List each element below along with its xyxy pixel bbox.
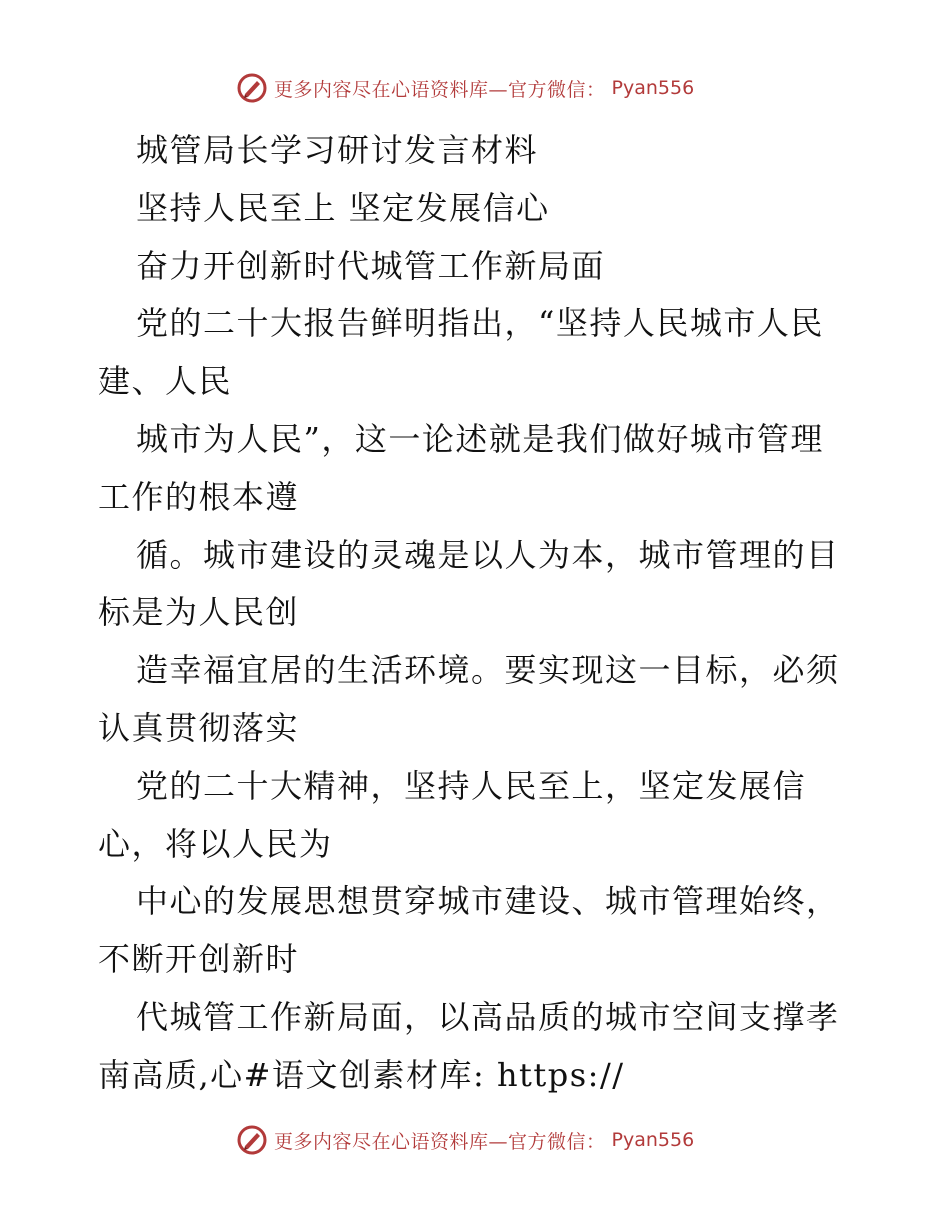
doc-line: 建、人民: [98, 362, 233, 401]
watermark-account: Pyan556: [611, 77, 695, 99]
watermark-account: Pyan556: [611, 1129, 695, 1151]
doc-line: 中心的发展思想贯穿城市建设、城市管理始终，: [136, 882, 840, 921]
doc-line: 党的二十大报告鲜明指出，“坚持人民城市人民: [136, 304, 824, 343]
doc-line: 不断开创新时: [98, 940, 300, 979]
pen-logo-icon: [236, 1124, 268, 1156]
doc-line: 党的二十大精神，坚持人民至上，坚定发展信: [136, 766, 807, 805]
doc-line: 工作的根本遵: [98, 477, 300, 516]
doc-line: 标是为人民创: [98, 593, 300, 632]
doc-line: 造幸福宜居的生活环境。要实现这一目标，必须: [136, 651, 840, 690]
watermark-text: 更多内容尽在心语资料库—官方微信：: [274, 1130, 606, 1153]
doc-title: 城管局长学习研讨发言材料: [136, 131, 539, 169]
footer-watermark: [236, 1124, 694, 1156]
doc-subtitle-2: 奋力开创新时代城管工作新局面: [136, 246, 606, 285]
document-body: [98, 122, 858, 1105]
watermark-text: 更多内容尽在心语资料库—官方微信：: [274, 78, 606, 101]
doc-subtitle-1: 坚持人民至上 坚定发展信心: [136, 188, 550, 227]
header-watermark: [236, 72, 694, 104]
doc-line: 心，将以人民为: [98, 824, 333, 863]
pen-logo-icon: [236, 72, 268, 104]
doc-line: 循。城市建设的灵魂是以人为本，城市管理的目: [136, 535, 840, 574]
doc-line: 代城管工作新局面，以高品质的城市空间支撑孝: [136, 997, 840, 1036]
doc-line: 认真贯彻落实: [98, 708, 300, 747]
doc-line: 城市为人民”，这一论述就是我们做好城市管理: [136, 419, 824, 458]
doc-line: 南高质,心#语文创素材库: https://: [98, 1055, 625, 1094]
